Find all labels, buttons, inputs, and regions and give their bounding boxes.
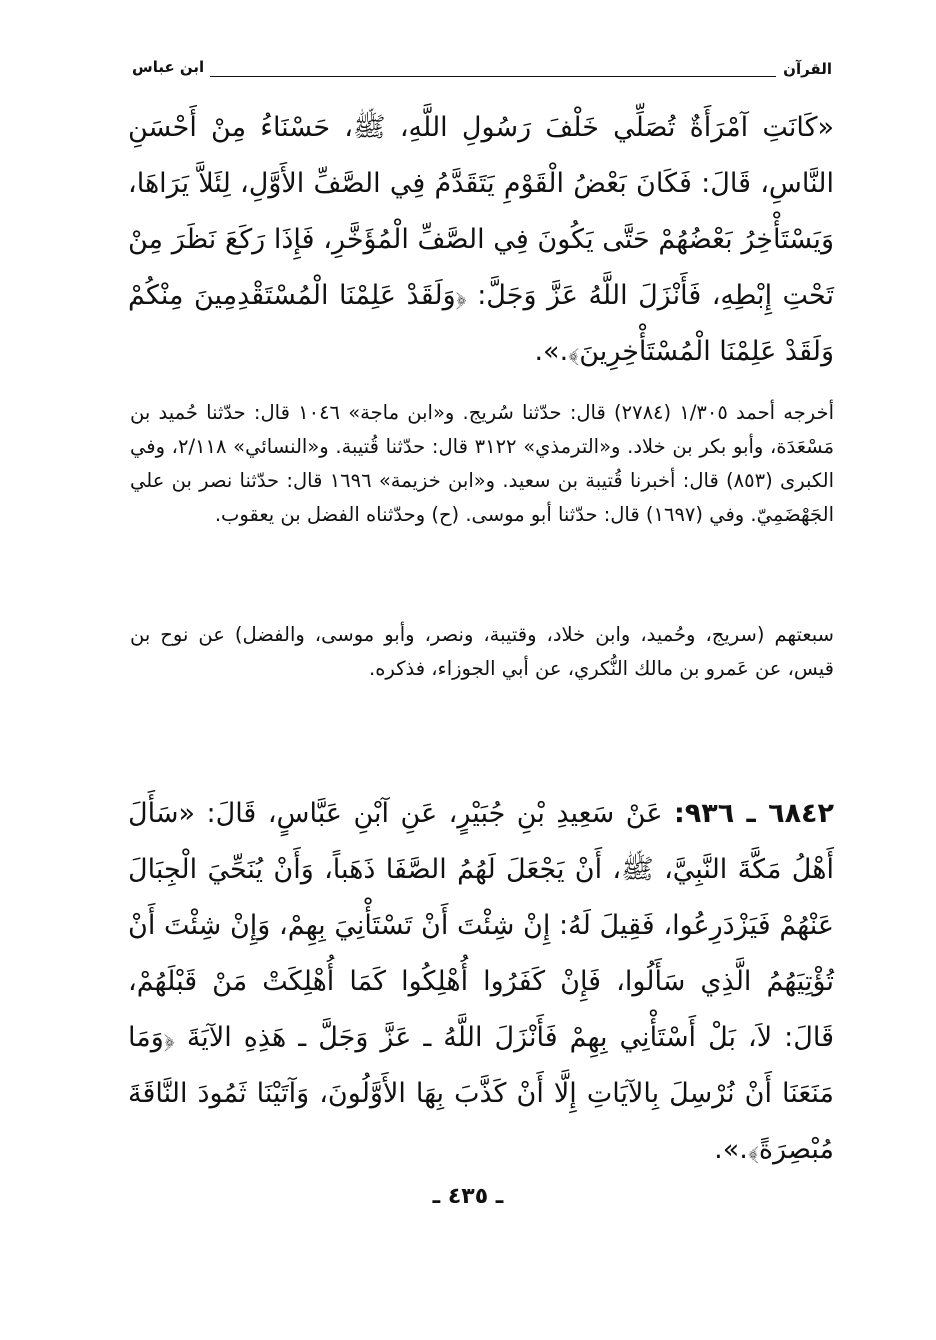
hadith-entry (128, 786, 834, 1178)
takhrij-summary-note (130, 618, 834, 686)
takhrij-note (130, 396, 834, 532)
header-rule (210, 76, 776, 77)
page-number: ـ ٤٣٥ ـ (432, 1184, 504, 1209)
hadith-text: عَنْ سَعِيدِ بْنِ جُبَيْرٍ، عَنِ آبْنِ عَبَّاسٍ، قَالَ: «سَأَلَ أَهْلُ مَكَّةَ النَّبِيَّ، ﷺ، أَنْ يَجْعَلَ لَهُمُ الصَّفَا ذَهَباً، وَأَنْ يُنَحِّيَ الْجِبَالَ عَنْهُمْ فَيَزْدَرِعُوا، فَقِيلَ لَهُ: إِنْ شِئْتَ أَنْ تَسْتَأْنِيَ بِهِمْ، وَإِنْ شِئْتَ أَنْ تُؤْتِيَهُمُ الَّذِي سَأَلُوا، فَإِنْ كَفَرُوا أُهْلِكُوا كَمَا أُهْلِكَتْ مَنْ قَبْلَهُمْ، قَالَ: لاَ، بَلْ أَسْتَأْنِي بِهِمْ فَأَنْزَلَ اللَّهُ ـ عَزَّ وَجَلَّ ـ هَذِهِ الآيَةَ ﴿وَمَا مَنَعَنَا أَنْ نُرْسِلَ بِالآيَاتِ إِلَّا أَنْ كَذَّبَ بِهَا الأَوَّلُونَ، وَآتَيْنَا ثَمُودَ النَّاقَةَ مُبْصِرَةً﴾.». (128, 798, 834, 1165)
running-header (132, 58, 832, 88)
takhrij-summary-text: سبعتهم (سريج، وحُميد، وابن خلاد، وقتيبة، ونصر، وأبو موسى، والفضل) عن نوح بن قيس، عن عَمرو بن مالك النُّكري، عن أبي الجوزاء، فذكره. (130, 623, 834, 680)
hadith-number: ٦٨٤٢ ـ ٩٣٦: (673, 798, 835, 829)
header-section-title: ابن عباس (132, 58, 205, 76)
header-book-title: القرآن (783, 60, 832, 78)
takhrij-text: أخرجه أحمد ١/٣٠٥ (٢٧٨٤) قال: حدّثنا سُريج. و«ابن ماجة» ١٠٤٦ قال: حدّثنا حُميد بن مَسْعَدَة، وأبو بكر بن خلاد. و«الترمذي» ٣١٢٢ قال: حدّثنا قُتيبة. و«النسائي» ٢/١١٨، وفي الكبرى (٨٥٣) قال: أخبرنا قُتيبة بن سعيد. و«ابن خزيمة» ١٦٩٦ قال: حدّثنا نصر بن علي الجَهْضَمِيّ. وفي (١٦٩٧) قال: حدّثنا أبو موسى. (ح) وحدّثناه الفضل بن يعقوب. (130, 401, 835, 526)
hadith-text: «كَانَتِ آمْرَأَةٌ تُصَلِّي خَلْفَ رَسُولِ اللَّهِ، ﷺ، حَسْنَاءُ مِنْ أَحْسَنِ النَّاسِ، قَالَ: فَكَانَ بَعْضُ الْقَوْمِ يَتَقَدَّمُ فِي الصَّفِّ الأَوَّلِ، لِئَلاَّ يَرَاهَا، وَيَسْتَأْخِرُ بَعْضُهُمْ حَتَّى يَكُونَ فِي الصَّفِّ الْمُؤَخَّرِ، فَإِذَا رَكَعَ نَظَرَ مِنْ تَحْتِ إِبْطِهِ، فَأَنْزَلَ اللَّهُ عَزَّ وَجَلَّ: ﴿وَلَقَدْ عَلِمْنَا الْمُسْتَقْدِمِينَ مِنْكُمْ وَلَقَدْ عَلِمْنَا الْمُسْتَأْخِرِينَ﴾.». (128, 112, 834, 367)
hadith-text-block (128, 100, 834, 380)
